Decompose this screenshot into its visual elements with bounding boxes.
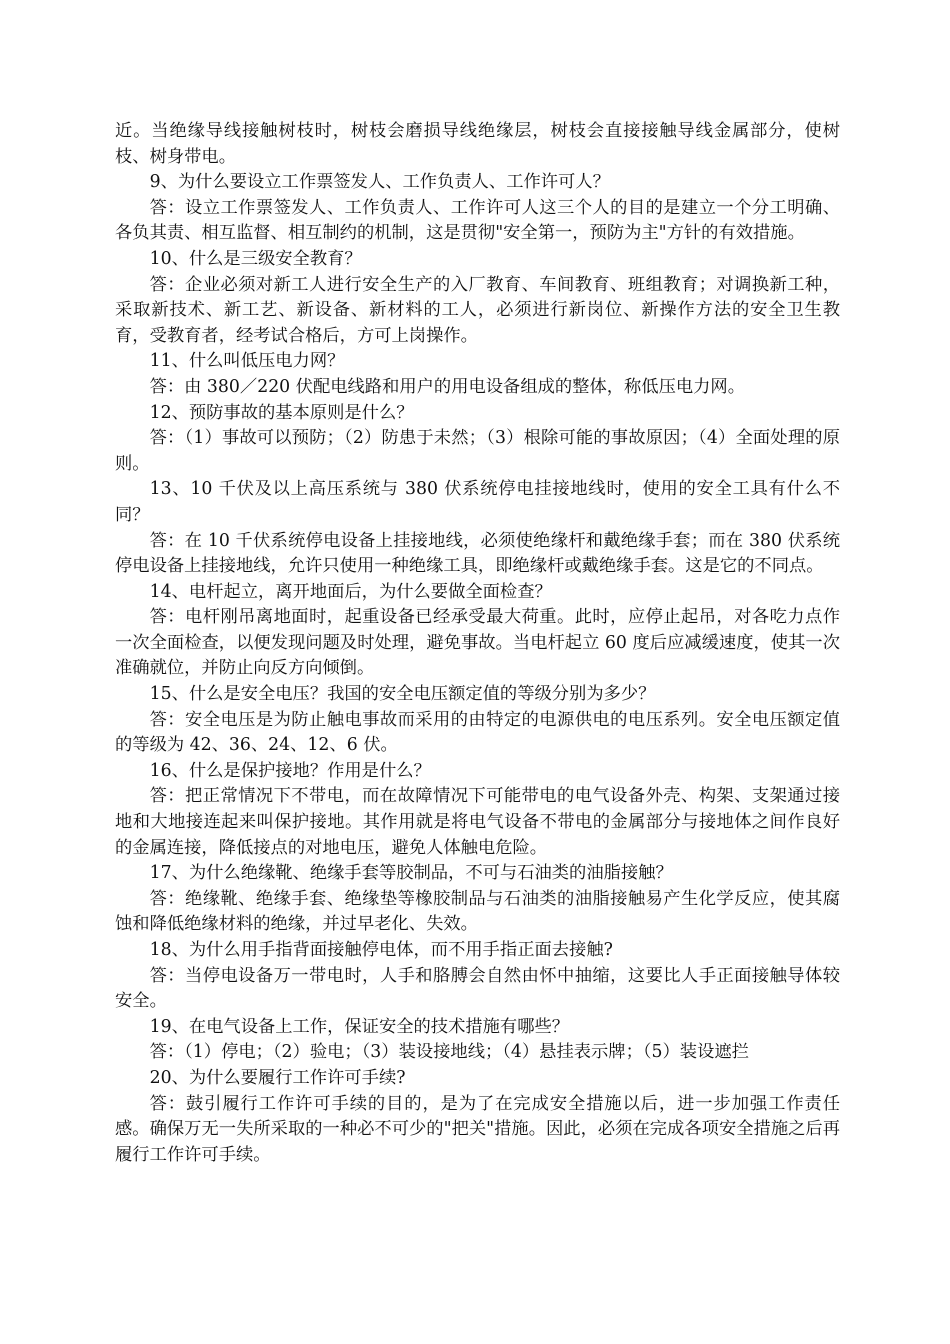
continuation-paragraph: 近。当绝缘导线接触树枝时，树枝会磨损导线绝缘层，树枝会直接接触导线金属部分，使树枝、树身带电。 — [115, 121, 840, 167]
question-17: 17、为什么绝缘靴、绝缘手套等胶制品，不可与石油类的油脂接触？ — [149, 863, 673, 884]
question-19: 19、在电气设备上工作，保证安全的技术措施有哪些？ — [149, 1016, 570, 1037]
answer-16: 答：把正常情况下不带电，而在故障情况下可能带电的电气设备外壳、构架、支架通过接地和大地接连起来叫保护接地。其作用就是将电气设备不带电的金属部分与接地体之间作良好的金属连接，降低接点的对地电压，避免人体触电危险。 — [115, 786, 840, 858]
answer-11: 答：由 380／220 伏配电线路和用户的用电设备组成的整体，称低压电力网。 — [149, 376, 745, 397]
answer-18: 答：当停电设备万一带电时，人手和胳膊会自然由怀中抽缩，这要比人手正面接触导体较安全。 — [115, 965, 840, 1012]
question-11: 11、什么叫低压电力网？ — [149, 351, 345, 372]
answer-10: 答：企业必须对新工人进行安全生产的入厂教育、车间教育、班组教育；对调换新工种，采取新技术、新工艺、新设备、新材料的工人，必须进行新岗位、新操作方法的安全卫生教育，受教育者，经考试合格后，方可上岗操作。 — [115, 274, 840, 346]
question-12: 12、预防事故的基本原则是什么？ — [149, 402, 414, 423]
answer-9: 答：设立工作票签发人、工作负责人、工作许可人这三个人的目的是建立一个分工明确、各负其责、相互监督、相互制约的机制，这是贯彻"安全第一，预防为主"方针的有效措施。 — [115, 197, 840, 244]
question-16: 16、什么是保护接地？作用是什么？ — [149, 760, 431, 781]
question-15: 15、什么是安全电压？我国的安全电压额定值的等级分别为多少？ — [149, 684, 656, 705]
answer-14: 答：电杆刚吊离地面时，起重设备已经承受最大荷重。此时，应停止起吊，对各吃力点作一次全面检查，以便发现问题及时处理，避免事故。当电杆起立 60 度后应减缓速度，使其一次准确就位，并防止向反方向倾倒。 — [115, 607, 840, 679]
answer-19: 答：（1）停电；（2）验电；（3）装设接地线；（4）悬挂表示牌；（5）装设遮拦 — [149, 1042, 749, 1063]
answer-17: 答：绝缘靴、绝缘手套、绝缘垫等橡胶制品与石油类的油脂接触易产生化学反应，使其腐蚀和降低绝缘材料的绝缘，并过早老化、失效。 — [115, 888, 840, 935]
question-10: 10、什么是三级安全教育？ — [149, 248, 362, 269]
question-13: 13、10 千伏及以上高压系统与 380 伏系统停电挂接地线时，使用的安全工具有什么不同？ — [115, 479, 840, 525]
document-page — [115, 119, 840, 1168]
answer-20: 答：鼓引履行工作许可手续的目的，是为了在完成安全措施以后，进一步加强工作责任感。确保万无一失所采取的一种必不可少的"把关"措施。因此，必须在完成各项安全措施之后再履行工作许可手续。 — [115, 1093, 840, 1165]
question-14: 14、电杆起立，离开地面后，为什么要做全面检查？ — [149, 581, 552, 602]
question-20: 20、为什么要履行工作许可手续? — [149, 1067, 406, 1088]
answer-12: 答：（1）事故可以预防；（2）防患于未然；（3）根除可能的事故原因；（4）全面处理的原则。 — [115, 428, 840, 474]
answer-15: 答：安全电压是为防止触电事故而采用的由特定的电源供电的电压系列。安全电压额定值的等级为 42、36、24、12、6 伏。 — [115, 709, 840, 756]
question-18: 18、为什么用手指背面接触停电体，而不用手指正面去接触? — [149, 940, 613, 960]
question-9: 9、为什么要设立工作票签发人、工作负责人、工作许可人？ — [149, 172, 610, 193]
answer-13: 答：在 10 千伏系统停电设备上挂接地线，必须使绝缘杆和戴绝缘手套；而在 380 伏系统停电设备上挂接地线，允许只使用一种绝缘工具，即绝缘杆或戴绝缘手套。这是它的不同点。 — [115, 530, 840, 577]
